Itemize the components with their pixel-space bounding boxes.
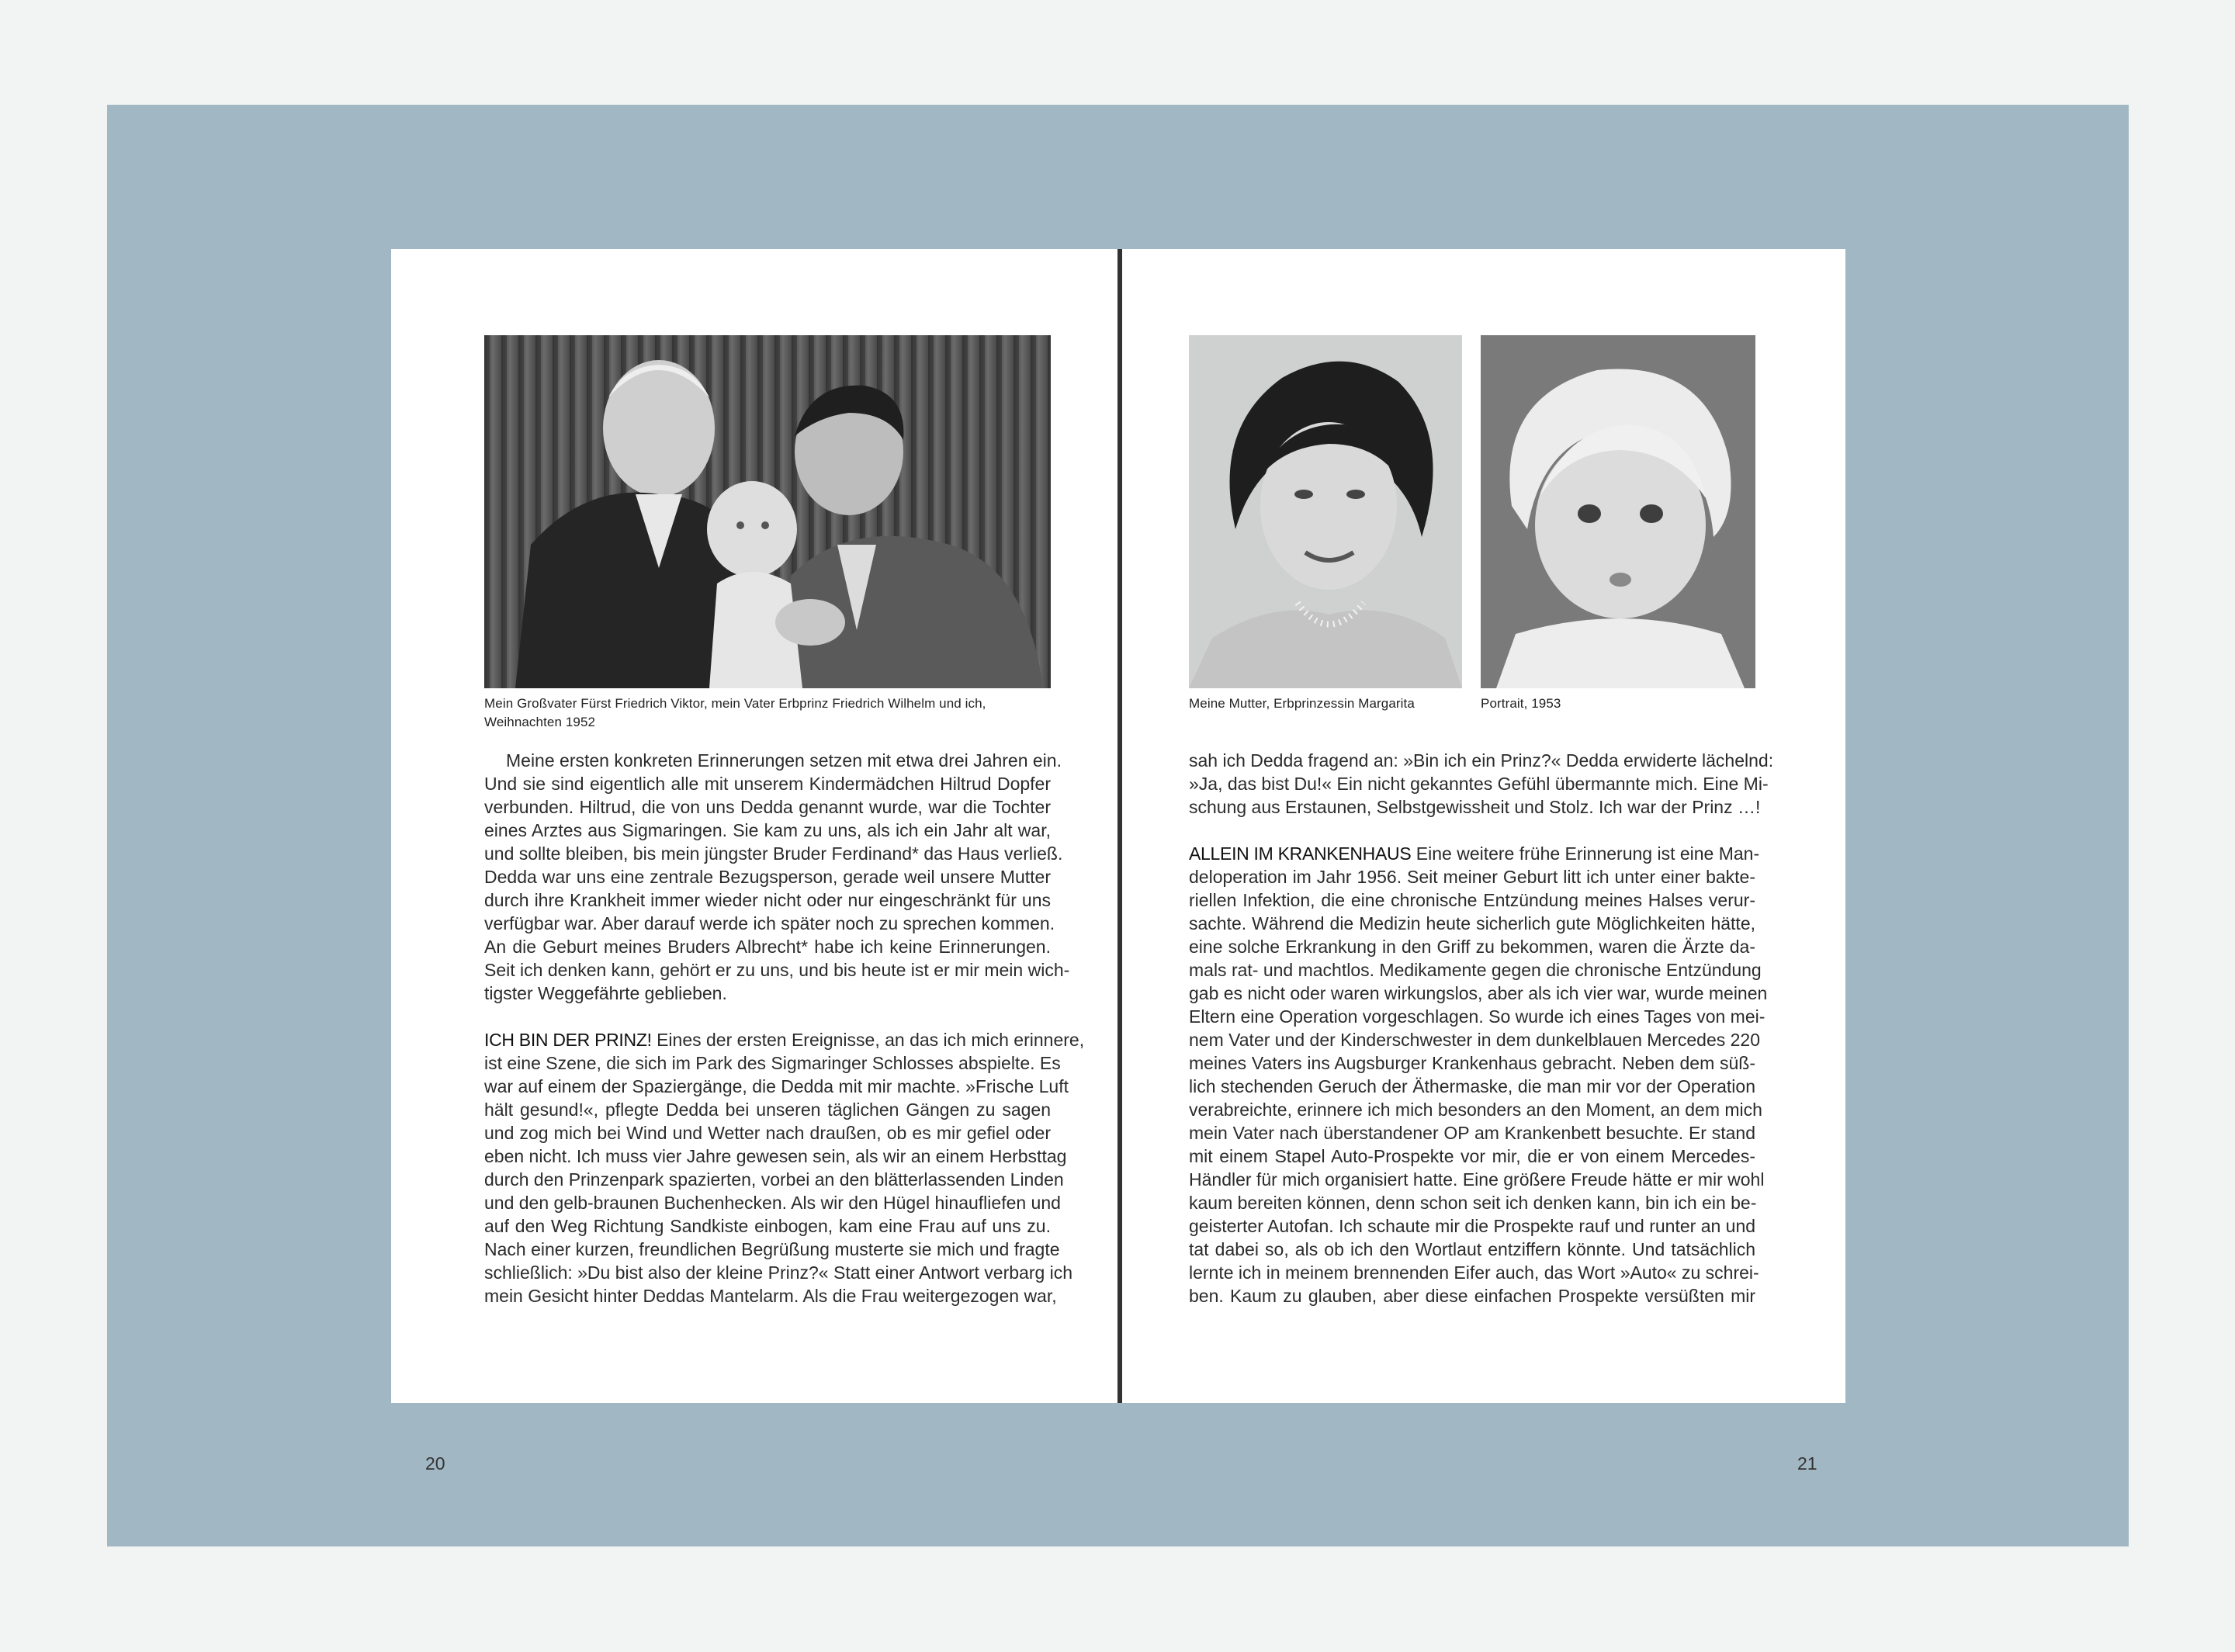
text-line: ben. Kaum zu glauben, aber diese einfachen Prospekte versüßten mir xyxy=(1189,1286,1755,1306)
caption-line: Weihnachten 1952 xyxy=(484,715,596,729)
text-line: ist eine Szene, die sich im Park des Sigmaringer Schlosses abspielte. Es xyxy=(484,1053,1061,1073)
text-line: geisterter Autofan. Ich schaute mir die Prospekte rauf und runter an und xyxy=(1189,1216,1756,1236)
text-line: mals rat- und machtlos. Medikamente gegen die chronische Entzündung xyxy=(1189,960,1762,980)
text-line: »Ja, das bist Du!« Ein nicht gekanntes Gefühl übermannte mich. Eine Mi- xyxy=(1189,774,1769,794)
text-line: gab es nicht oder waren wirkungslos, aber als ich vier war, wurde meinen xyxy=(1189,983,1768,1003)
text-line: lernte ich in meinem brennenden Eifer auch, das Wort »Auto« zu schrei- xyxy=(1189,1262,1759,1283)
left-body-text xyxy=(484,749,1085,1307)
text-line: An die Geburt meines Bruders Albrecht* habe ich keine Erinnerungen. xyxy=(484,937,1051,957)
mother-portrait-caption: Meine Mutter, Erbprinzessin Margarita xyxy=(1189,696,1415,711)
text-line: eine solche Erkrankung in den Griff zu bekommen, waren die Ärzte da- xyxy=(1189,937,1755,957)
text-line: kaum bereiten können, denn schon seit ich denken kann, bin ich ein be- xyxy=(1189,1193,1757,1213)
family-photo-caption xyxy=(484,694,1051,732)
page-number-right: 21 xyxy=(1797,1453,1817,1474)
text-line: schließlich: »Du bist also der kleine Prinz?« Statt einer Antwort verbarg ich xyxy=(484,1262,1073,1283)
child-portrait-photo xyxy=(1481,335,1755,688)
text-line: eines Arztes aus Sigmaringen. Sie kam zu uns, als ich ein Jahr alt war, xyxy=(484,820,1051,840)
caption-line: Mein Großvater Fürst Friedrich Viktor, mein Vater Erbprinz Friedrich Wilhelm und ich, xyxy=(484,696,986,711)
text-line: mein Gesicht hinter Deddas Mantelarm. Als die Frau weitergezogen war, xyxy=(484,1286,1057,1306)
text-line: war auf einem der Spaziergänge, die Dedda mit mir machte. »Frische Luft xyxy=(484,1076,1069,1096)
text-line: schung aus Erstaunen, Selbstgewissheit und Stolz. Ich war der Prinz …! xyxy=(1189,797,1761,817)
child-portrait-caption: Portrait, 1953 xyxy=(1481,696,1561,711)
text-line: Händler für mich organisiert hatte. Eine größere Freude hätte er mir wohl xyxy=(1189,1169,1765,1190)
text-line: hält gesund!«, pflegte Dedda bei unseren täglichen Gängen zu sagen xyxy=(484,1100,1051,1120)
text-line: und den gelb-braunen Buchenhecken. Als wir den Hügel hinaufliefen und xyxy=(484,1193,1061,1213)
right-body-text xyxy=(1189,749,1774,1307)
text-line: auf den Weg Richtung Sandkiste einbogen, kam eine Frau auf uns zu. xyxy=(484,1216,1051,1236)
text-line: tigster Weggefährte geblieben. xyxy=(484,983,727,1003)
page-number-left: 20 xyxy=(425,1453,445,1474)
text-line: und sollte bleiben, bis mein jüngster Bruder Ferdinand* das Haus verließ. xyxy=(484,843,1063,864)
text-line: riellen Infektion, die eine chronische Entzündung meines Halses verur- xyxy=(1189,890,1755,910)
right-page xyxy=(1122,249,1845,1474)
text-line: durch den Prinzenpark spazierten, vorbei an den blätterlassenden Linden xyxy=(484,1169,1064,1190)
text-line: tat dabei so, als ob ich den Wortlaut entziffern könnte. Und tatsächlich xyxy=(1189,1239,1755,1259)
mother-portrait-photo xyxy=(1189,335,1462,688)
text-line: meines Vaters ins Augsburger Krankenhaus gebracht. Neben dem süß- xyxy=(1189,1053,1755,1073)
left-page xyxy=(391,249,1118,1474)
text-line: eben nicht. Ich muss vier Jahre gewesen sein, als wir an einem Herbsttag xyxy=(484,1146,1067,1166)
text-line: Meine ersten konkreten Erinnerungen setzen mit etwa drei Jahren ein. xyxy=(506,750,1062,771)
text-line: sachte. Während die Medizin heute sicherlich gute Möglichkeiten hätte, xyxy=(1189,913,1755,933)
text-line: durch ihre Krankheit immer wieder nicht oder nur eingeschränkt für uns xyxy=(484,890,1051,910)
section-heading: ALLEIN IM KRANKENHAUS xyxy=(1189,843,1412,864)
family-photo xyxy=(484,335,1051,688)
text-line: Nach einer kurzen, freundlichen Begrüßung musterte sie mich und fragte xyxy=(484,1239,1060,1259)
text-line: Seit ich denken kann, gehört er zu uns, und bis heute ist er mir mein wich- xyxy=(484,960,1070,980)
text-line: nem Vater und der Kinderschwester in dem dunkelblauen Mercedes 220 xyxy=(1189,1030,1760,1050)
text-line: deloperation im Jahr 1956. Seit meiner Geburt litt ich unter einer bakte- xyxy=(1189,867,1755,887)
text-line: mein Vater nach überstandener OP am Krankenbett besuchte. Er stand xyxy=(1189,1123,1755,1143)
text-line: lich stechenden Geruch der Äthermaske, die man mir vor der Operation xyxy=(1189,1076,1755,1096)
text-line: Dedda war uns eine zentrale Bezugsperson, gerade weil unsere Mutter xyxy=(484,867,1051,887)
text-fragment: Eine weitere frühe Erinnerung ist eine Man- xyxy=(1411,843,1760,864)
text-line: Und sie sind eigentlich alle mit unserem Kindermädchen Hiltrud Dopfer xyxy=(484,774,1051,794)
text-line: Eltern eine Operation vorgeschlagen. So wurde ich eines Tages von mei- xyxy=(1189,1006,1765,1027)
text-fragment: Eines der ersten Ereignisse, an das ich mich erinnere, xyxy=(651,1030,1085,1050)
text-line: und zog mich bei Wind und Wetter nach draußen, ob es mir gefiel oder xyxy=(484,1123,1051,1143)
text-line: sah ich Dedda fragend an: »Bin ich ein Prinz?« Dedda erwiderte lächelnd: xyxy=(1189,750,1774,771)
text-line: verabreichte, erinnere ich mich besonders an den Moment, an dem mich xyxy=(1189,1100,1762,1120)
section-heading: ICH BIN DER PRINZ! xyxy=(484,1030,652,1050)
text-line: mit einem Stapel Auto-Prospekte vor mir, die er von einem Mercedes- xyxy=(1189,1146,1755,1166)
text-line: verbunden. Hiltrud, die von uns Dedda genannt wurde, war die Tochter xyxy=(484,797,1051,817)
text-line: verfügbar war. Aber darauf werde ich später noch zu sprechen kommen. xyxy=(484,913,1055,933)
